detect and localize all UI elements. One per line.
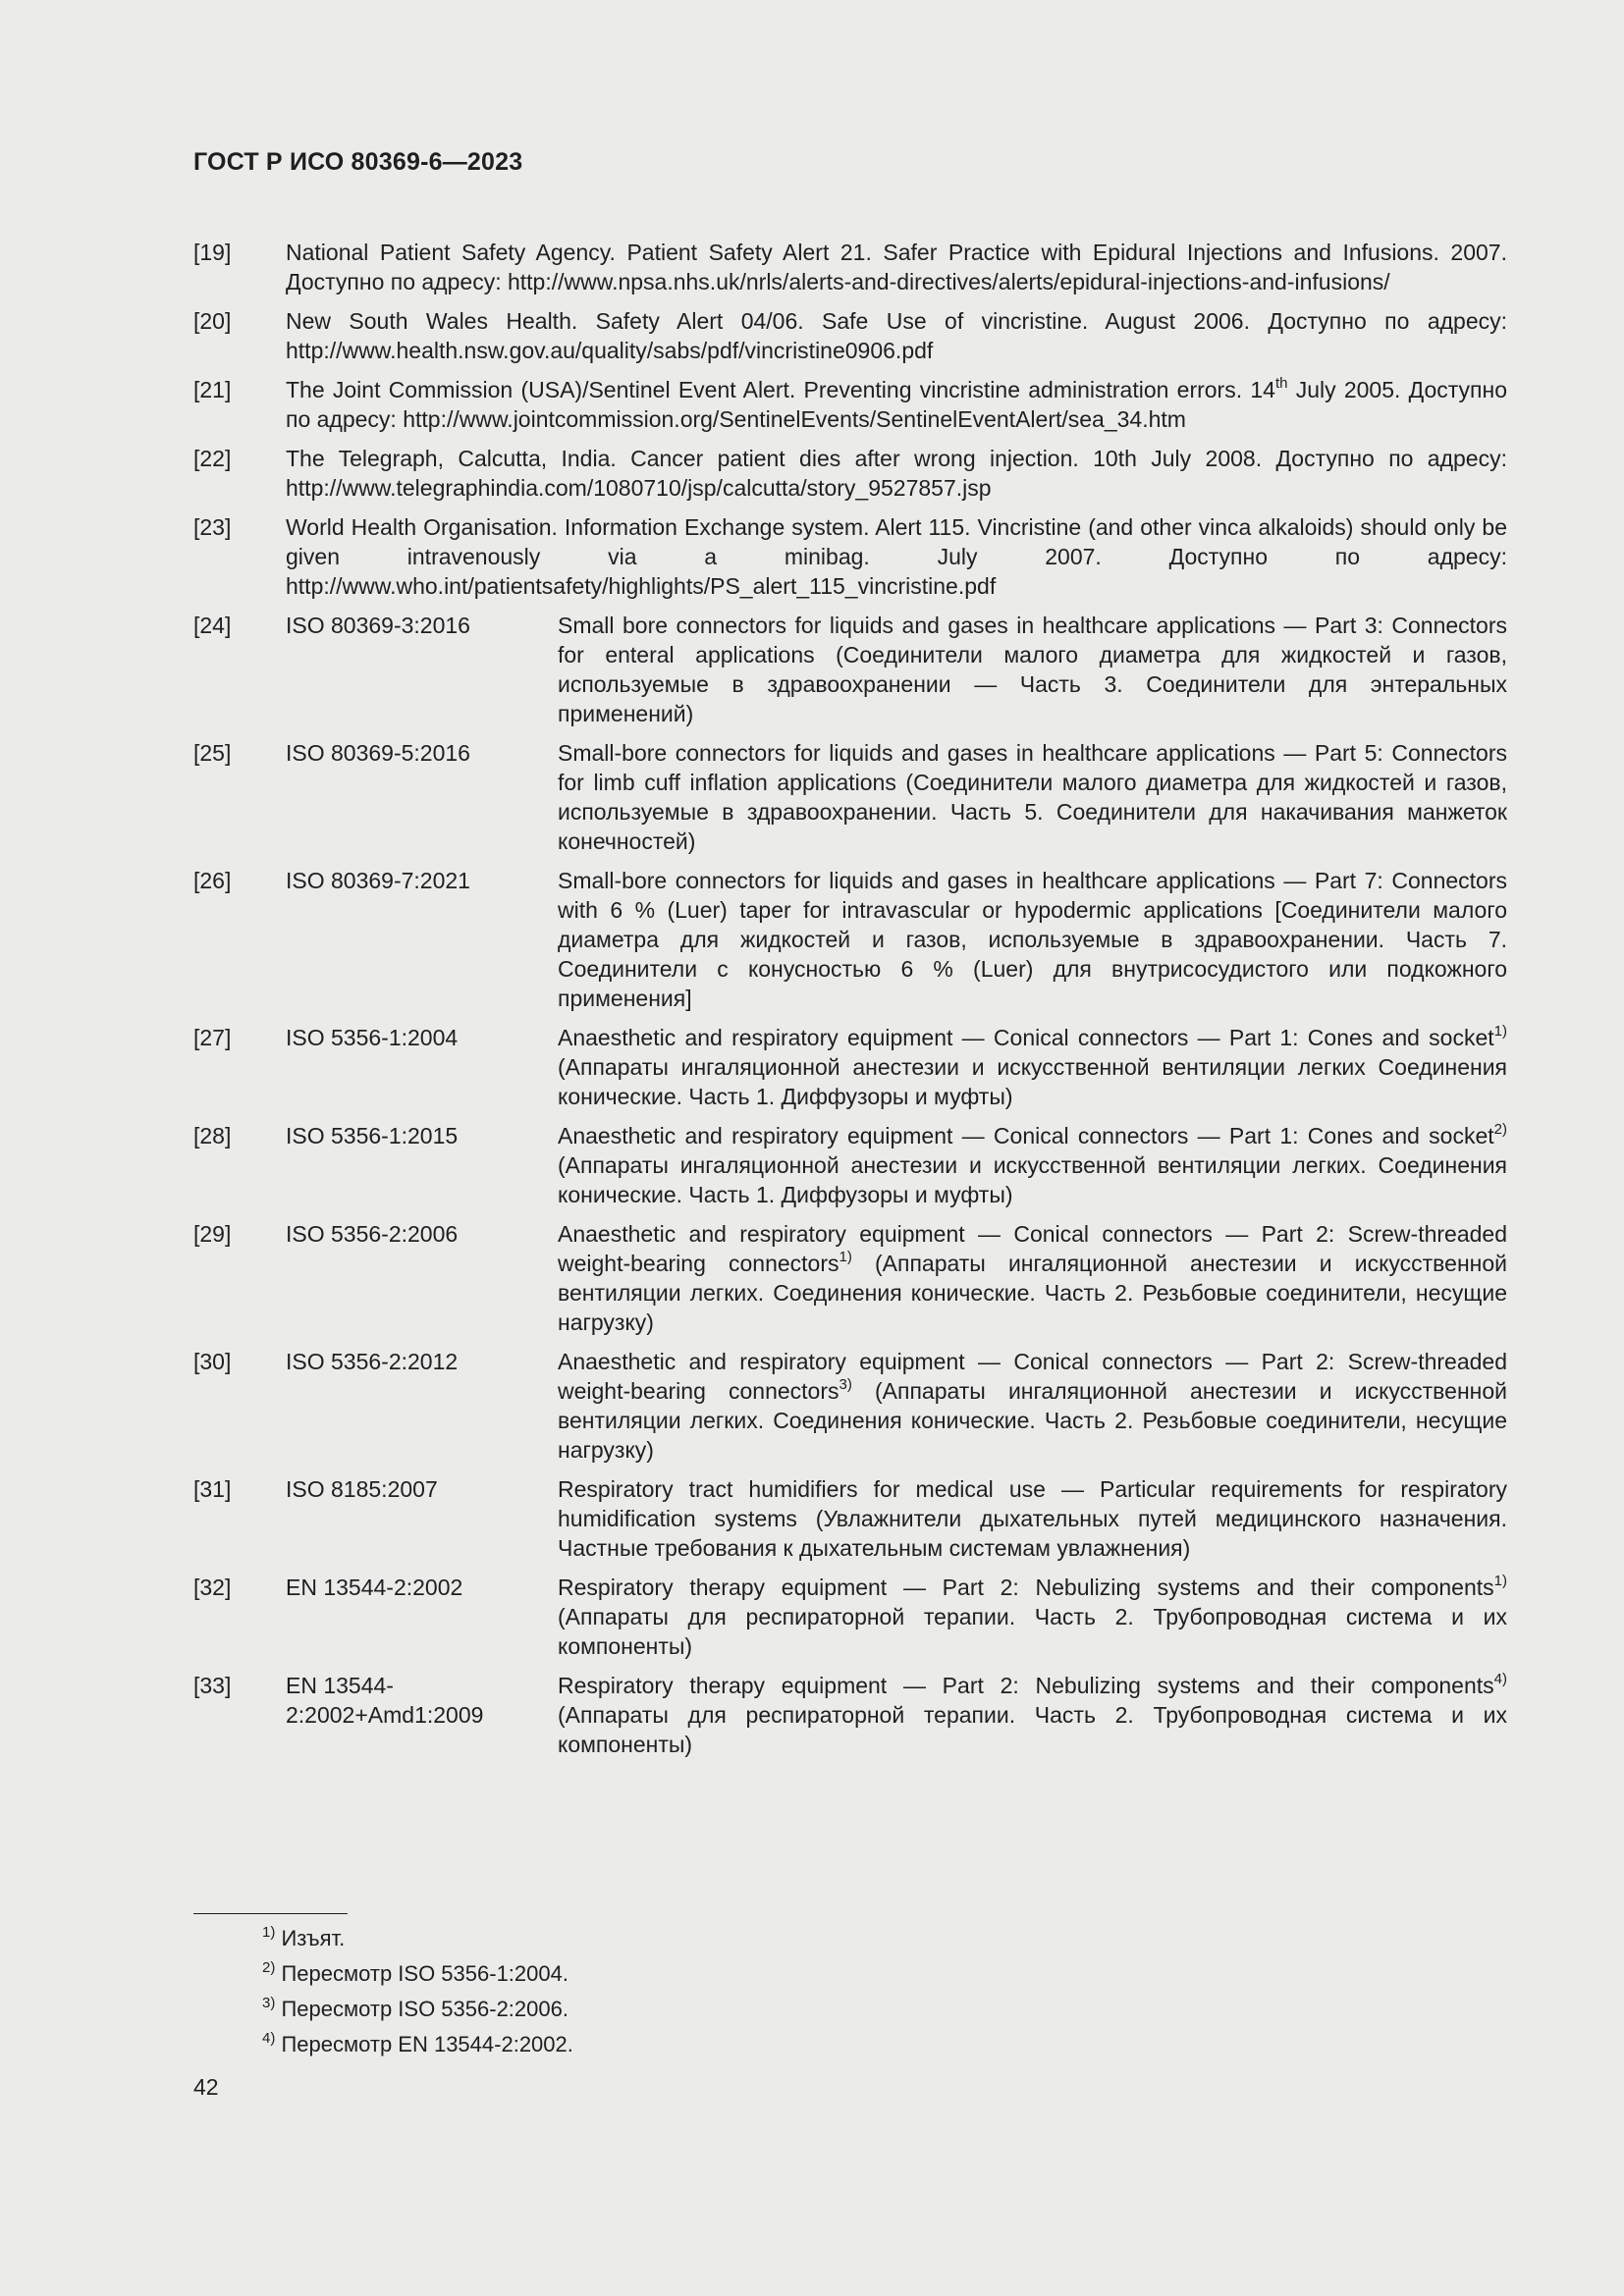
standard-code: ISO 5356-2:2006 <box>286 1221 459 1247</box>
reference-entry <box>193 512 1507 601</box>
footnote: $^{1)}$ Изъят. <box>262 1924 346 1950</box>
standard-entry <box>193 1671 1507 1759</box>
superscript: th <box>1274 375 1288 392</box>
reference-text: New South Wales Health. Safety Alert 04/06. Safe Use of vincristine. August 2006. Доступно по адресу: http://www.health.nsw.gov.au/quality/sabs/pdf/vincristine0906.pdf <box>286 308 1507 363</box>
reference-number: [31] <box>193 1476 232 1502</box>
reference-number: [32] <box>193 1575 232 1600</box>
standard-code: ISO 80369-7:2021 <box>286 868 470 893</box>
footnote-marker: 4) <box>1493 1671 1507 1687</box>
standard-code: EN 13544-2:2002+Amd1:2009 <box>286 1673 484 1728</box>
bibliography <box>193 238 1507 1769</box>
standard-title: Respiratory therapy equipment — Part 2: Nebulizing systems and their components$^{4)}$ (Аппараты для респираторной терапии. Часть 2. Трубопроводная система и их компоненты) <box>558 1671 1507 1757</box>
footnote-mark: 3) <box>262 1995 276 2011</box>
reference-number: [24] <box>193 613 232 638</box>
footnote: $^{3)}$ Пересмотр ISO 5356-2:2006. <box>262 1995 568 2021</box>
reference-number: [28] <box>193 1123 232 1148</box>
document-header: ГОСТ Р ИСО 80369-6—2023 <box>193 148 523 176</box>
page-number: 42 <box>193 2074 219 2100</box>
standard-code: ISO 5356-1:2004 <box>286 1025 459 1050</box>
standard-title: Anaesthetic and respiratory equipment — Conical connectors — Part 1: Cones and socket$^{2)}$ (Аппараты ингаляционной анестезии и искусственной вентиляции легких. Соединения конические. Часть 1. Диффузоры и муфты) <box>558 1121 1507 1207</box>
reference-entry <box>193 306 1507 365</box>
standard-entry <box>193 1121 1507 1209</box>
reference-entry <box>193 444 1507 503</box>
footnote-mark: 1) <box>262 1924 276 1941</box>
footnote-marker: 1) <box>1493 1023 1507 1040</box>
reference-number: [29] <box>193 1221 232 1247</box>
footnotes <box>262 1921 573 2062</box>
standard-title: Respiratory therapy equipment — Part 2: Nebulizing systems and their components$^{1)}$ (Аппараты для респираторной терапии. Часть 2. Трубопроводная система и их компоненты) <box>558 1573 1507 1659</box>
reference-number: [30] <box>193 1349 232 1374</box>
footnote-mark: 4) <box>262 2030 276 2047</box>
footnote-marker: 2) <box>1493 1121 1507 1138</box>
standard-code: EN 13544-2:2002 <box>286 1575 463 1600</box>
standard-code: ISO 80369-3:2016 <box>286 613 470 638</box>
standard-entry <box>193 738 1507 856</box>
standard-code: ISO 80369-5:2016 <box>286 740 470 766</box>
footnote-marker: 1) <box>839 1249 852 1265</box>
standard-entry <box>193 1219 1507 1337</box>
standard-title: Small-bore connectors for liquids and gases in healthcare applications — Part 5: Connectors for limb cuff inflation applications (Соединители малого диаметра для жидкостей и газов, используемые в здравоохранении. Часть 5. Соединители для накачивания манжеток конечностей) <box>558 740 1507 854</box>
reference-text: National Patient Safety Agency. Patient Safety Alert 21. Safer Practice with Epidural Injections and Infusions. 2007. Доступно по адресу: http://www.npsa.nhs.uk/nrls/alerts-and-directives/alerts/epidural-injections-and-infusions/ <box>286 240 1507 294</box>
reference-number: [22] <box>193 446 232 471</box>
reference-text: The Telegraph, Calcutta, India. Cancer patient dies after wrong injection. 10th July 2008. Доступно по адресу: http://www.telegraphindia.com/1080710/jsp/calcutta/story_9527857.jsp <box>286 446 1507 501</box>
footnote-marker: 3) <box>839 1376 852 1393</box>
standard-title: Anaesthetic and respiratory equipment — Conical connectors — Part 1: Cones and socket$^{1)}$ (Аппараты ингаляционной анестезии и искусственной вентиляции легких Соединения конические. Часть 1. Диффузоры и муфты) <box>558 1023 1507 1109</box>
reference-entry <box>193 238 1507 296</box>
footnote-mark: 2) <box>262 1959 276 1976</box>
reference-number: [21] <box>193 377 232 402</box>
reference-number: [27] <box>193 1025 232 1050</box>
reference-number: [33] <box>193 1673 232 1698</box>
standard-entry <box>193 1474 1507 1563</box>
standard-title: Respiratory tract humidifiers for medical use — Particular requirements for respiratory humidification systems (Увлажнители дыхательных путей медицинского назначения. Частные требования к дыхательным системам увлажнения) <box>558 1476 1507 1561</box>
standard-entry <box>193 1573 1507 1661</box>
standard-entry <box>193 866 1507 1013</box>
standard-entry <box>193 611 1507 728</box>
reference-number: [19] <box>193 240 232 265</box>
reference-text: The Joint Commission (USA)/Sentinel Event Alert. Preventing vincristine administration errors. 14th July 2005. Доступно по адресу: http://www.jointcommission.org/SentinelEvents/SentinelEventAlert/sea_34.htm <box>286 375 1508 432</box>
standard-code: ISO 5356-1:2015 <box>286 1123 459 1148</box>
standard-code: ISO 5356-2:2012 <box>286 1349 459 1374</box>
footnote: $^{4)}$ Пересмотр EN 13544-2:2002. <box>262 2030 573 2056</box>
reference-number: [20] <box>193 308 232 334</box>
footnote-marker: 1) <box>1493 1573 1507 1589</box>
reference-entry <box>193 375 1507 434</box>
reference-number: [26] <box>193 868 232 893</box>
reference-text: World Health Organisation. Information Exchange system. Alert 115. Vincristine (and other vinca alkaloids) should only be given intravenously via a minibag. July 2007. Доступно по адресу: http://www.who.int/patientsafety/highlights/PS_alert_115_vincristine.pdf <box>286 514 1507 599</box>
standard-title: Anaesthetic and respiratory equipment — Conical connectors — Part 2: Screw-threaded weight-bearing connectors$^{1)}$ (Аппараты ингаляционной анестезии и искусственной вентиляции легких. Соединения конические. Часть 2. Резьбовые соединители, несущие нагрузку) <box>558 1221 1507 1335</box>
reference-number: [25] <box>193 740 232 766</box>
standard-title: Anaesthetic and respiratory equipment — Conical connectors — Part 2: Screw-threaded weight-bearing connectors$^{3)}$ (Аппараты ингаляционной анестезии и искусственной вентиляции легких. Соединения конические. Часть 2. Резьбовые соединители, несущие нагрузку) <box>558 1349 1507 1463</box>
standard-entry <box>193 1023 1507 1111</box>
standard-code: ISO 8185:2007 <box>286 1476 438 1502</box>
reference-number: [23] <box>193 514 232 540</box>
standard-title: Small bore connectors for liquids and gases in healthcare applications — Part 3: Connectors for enteral applications (Соединители малого диаметра для жидкостей и газов, используемые в здравоохранении — Часть 3. Соединители для энтеральных применений) <box>558 613 1507 726</box>
footnote-separator <box>193 1913 348 1914</box>
standard-title: Small-bore connectors for liquids and gases in healthcare applications — Part 7: Connectors with 6 % (Luer) taper for intravascular or hypodermic applications [Соединители малого диаметра для жидкостей и газов, используемые в здравоохранении. Часть 7. Соединители с конусностью 6 % (Luer) для внутрисосудистого или подкожного применения] <box>558 868 1507 1011</box>
footnote: $^{2)}$ Пересмотр ISO 5356-1:2004. <box>262 1959 568 1986</box>
standard-entry <box>193 1347 1507 1465</box>
